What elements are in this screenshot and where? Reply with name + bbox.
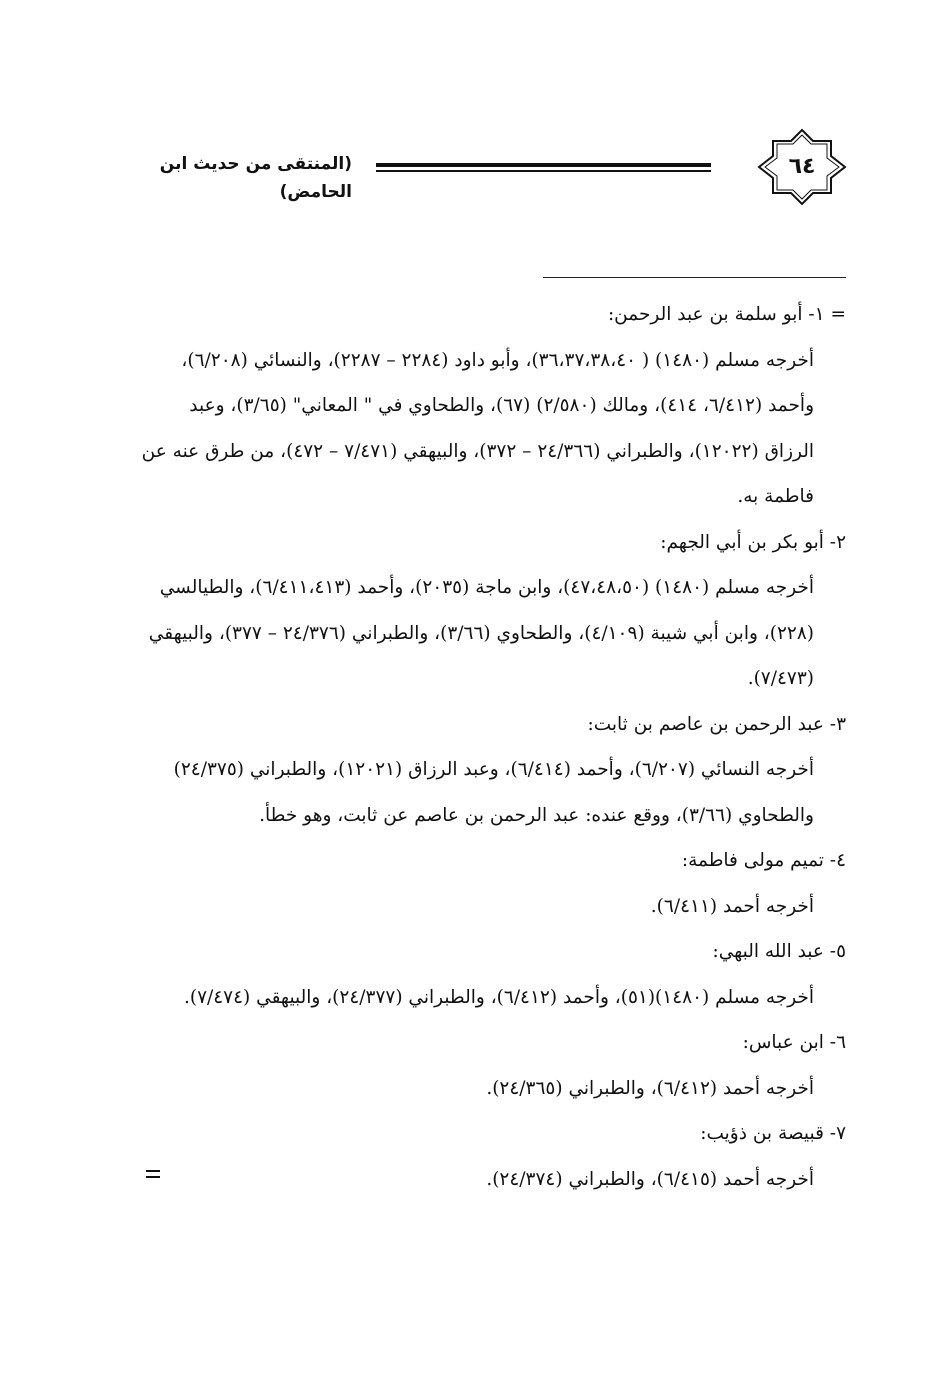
citation-line: أخرجه النسائي (٦/٢٠٧)، وأحمد (٦/٤١٤)، وعبد الرزاق (١٢٠٢١)، والطبراني (٢٤/٣٧٥) bbox=[173, 759, 814, 780]
page-header bbox=[60, 128, 860, 208]
narrator-heading-2: ٢- أبو بكر بن أبي الجهم: bbox=[660, 531, 846, 553]
citation-line: أخرجه مسلم (١٤٨٠) ( ٣٦،٣٧،٣٨،٤٠)، وأبو داود (٢٢٨٤ – ٢٢٨٧)، والنسائي (٦/٢٠٨)، bbox=[181, 349, 814, 371]
citation-line: (٢٢٨)، وابن أبي شيبة (٤/١٠٩)، والطحاوي (٣/٦٦)، والطبراني (٢٤/٣٧٦ – ٣٧٧)، والبيهقي bbox=[148, 622, 814, 644]
footnote-separator bbox=[543, 277, 846, 278]
citation-line: أخرجه أحمد (٦/٤١٢)، والطبراني (٢٤/٣٦٥). bbox=[486, 1077, 814, 1099]
narrator-heading-3: ٣- عبد الرحمن بن عاصم بن ثابت: bbox=[587, 713, 846, 735]
citation-line: فاطمة به. bbox=[737, 486, 814, 507]
footnote-content bbox=[100, 292, 846, 1202]
citation-line: أخرجه مسلم (١٤٨٠) (٤٧،٤٨،٥٠)، وابن ماجة (٢٠٣٥)، وأحمد (٦/٤١١،٤١٣)، والطيالسي bbox=[159, 577, 814, 598]
page-number: ٦٤ bbox=[788, 154, 816, 179]
citation-line: وأحمد (٦/٤١٢، ٤١٤)، ومالك (٢/٥٨٠) (٦٧)، والطحاوي في " المعاني" (٣/٦٥)، وعبد bbox=[189, 395, 814, 416]
citation-line: الرزاق (١٢٠٢٢)، والطبراني (٢٤/٣٦٦ – ٣٧٢)، والبيهقي (٧/٤٧١ – ٤٧٢)، من طرق عنه عن bbox=[141, 440, 814, 462]
narrator-heading-7: ٧- قبيصة بن ذؤيب: bbox=[700, 1123, 846, 1144]
citation-line: أخرجه مسلم (١٤٨٠)(٥١)، وأحمد (٦/٤١٢)، والطبراني (٢٤/٣٧٧)، والبيهقي (٧/٤٧٤). bbox=[183, 986, 814, 1008]
header-double-rule bbox=[376, 163, 711, 173]
narrator-heading-6: ٦- ابن عباس: bbox=[742, 1032, 846, 1053]
book-title: (المنتقى من حديث ابن الحامض) bbox=[159, 154, 352, 202]
citation-line: والطحاوي (٣/٦٦)، ووقع عنده: عبد الرحمن بن عاصم عن ثابت، وهو خطأ. bbox=[259, 804, 814, 826]
page-number-badge bbox=[755, 128, 849, 206]
citation-line: (٧/٤٧٣). bbox=[747, 668, 814, 689]
narrator-heading-5: ٥- عبد الله البهي: bbox=[712, 941, 846, 962]
citation-line: أخرجه أحمد (٦/٤١١). bbox=[650, 895, 814, 917]
narrator-heading-1: = ١- أبو سلمة بن عبد الرحمن: bbox=[607, 304, 846, 325]
narrator-heading-4: ٤- تميم مولى فاطمة: bbox=[681, 850, 846, 871]
citation-line: أخرجه أحمد (٦/٤١٥)، والطبراني (٢٤/٣٧٤). bbox=[486, 1168, 814, 1190]
continuation-mark bbox=[146, 1170, 160, 1180]
